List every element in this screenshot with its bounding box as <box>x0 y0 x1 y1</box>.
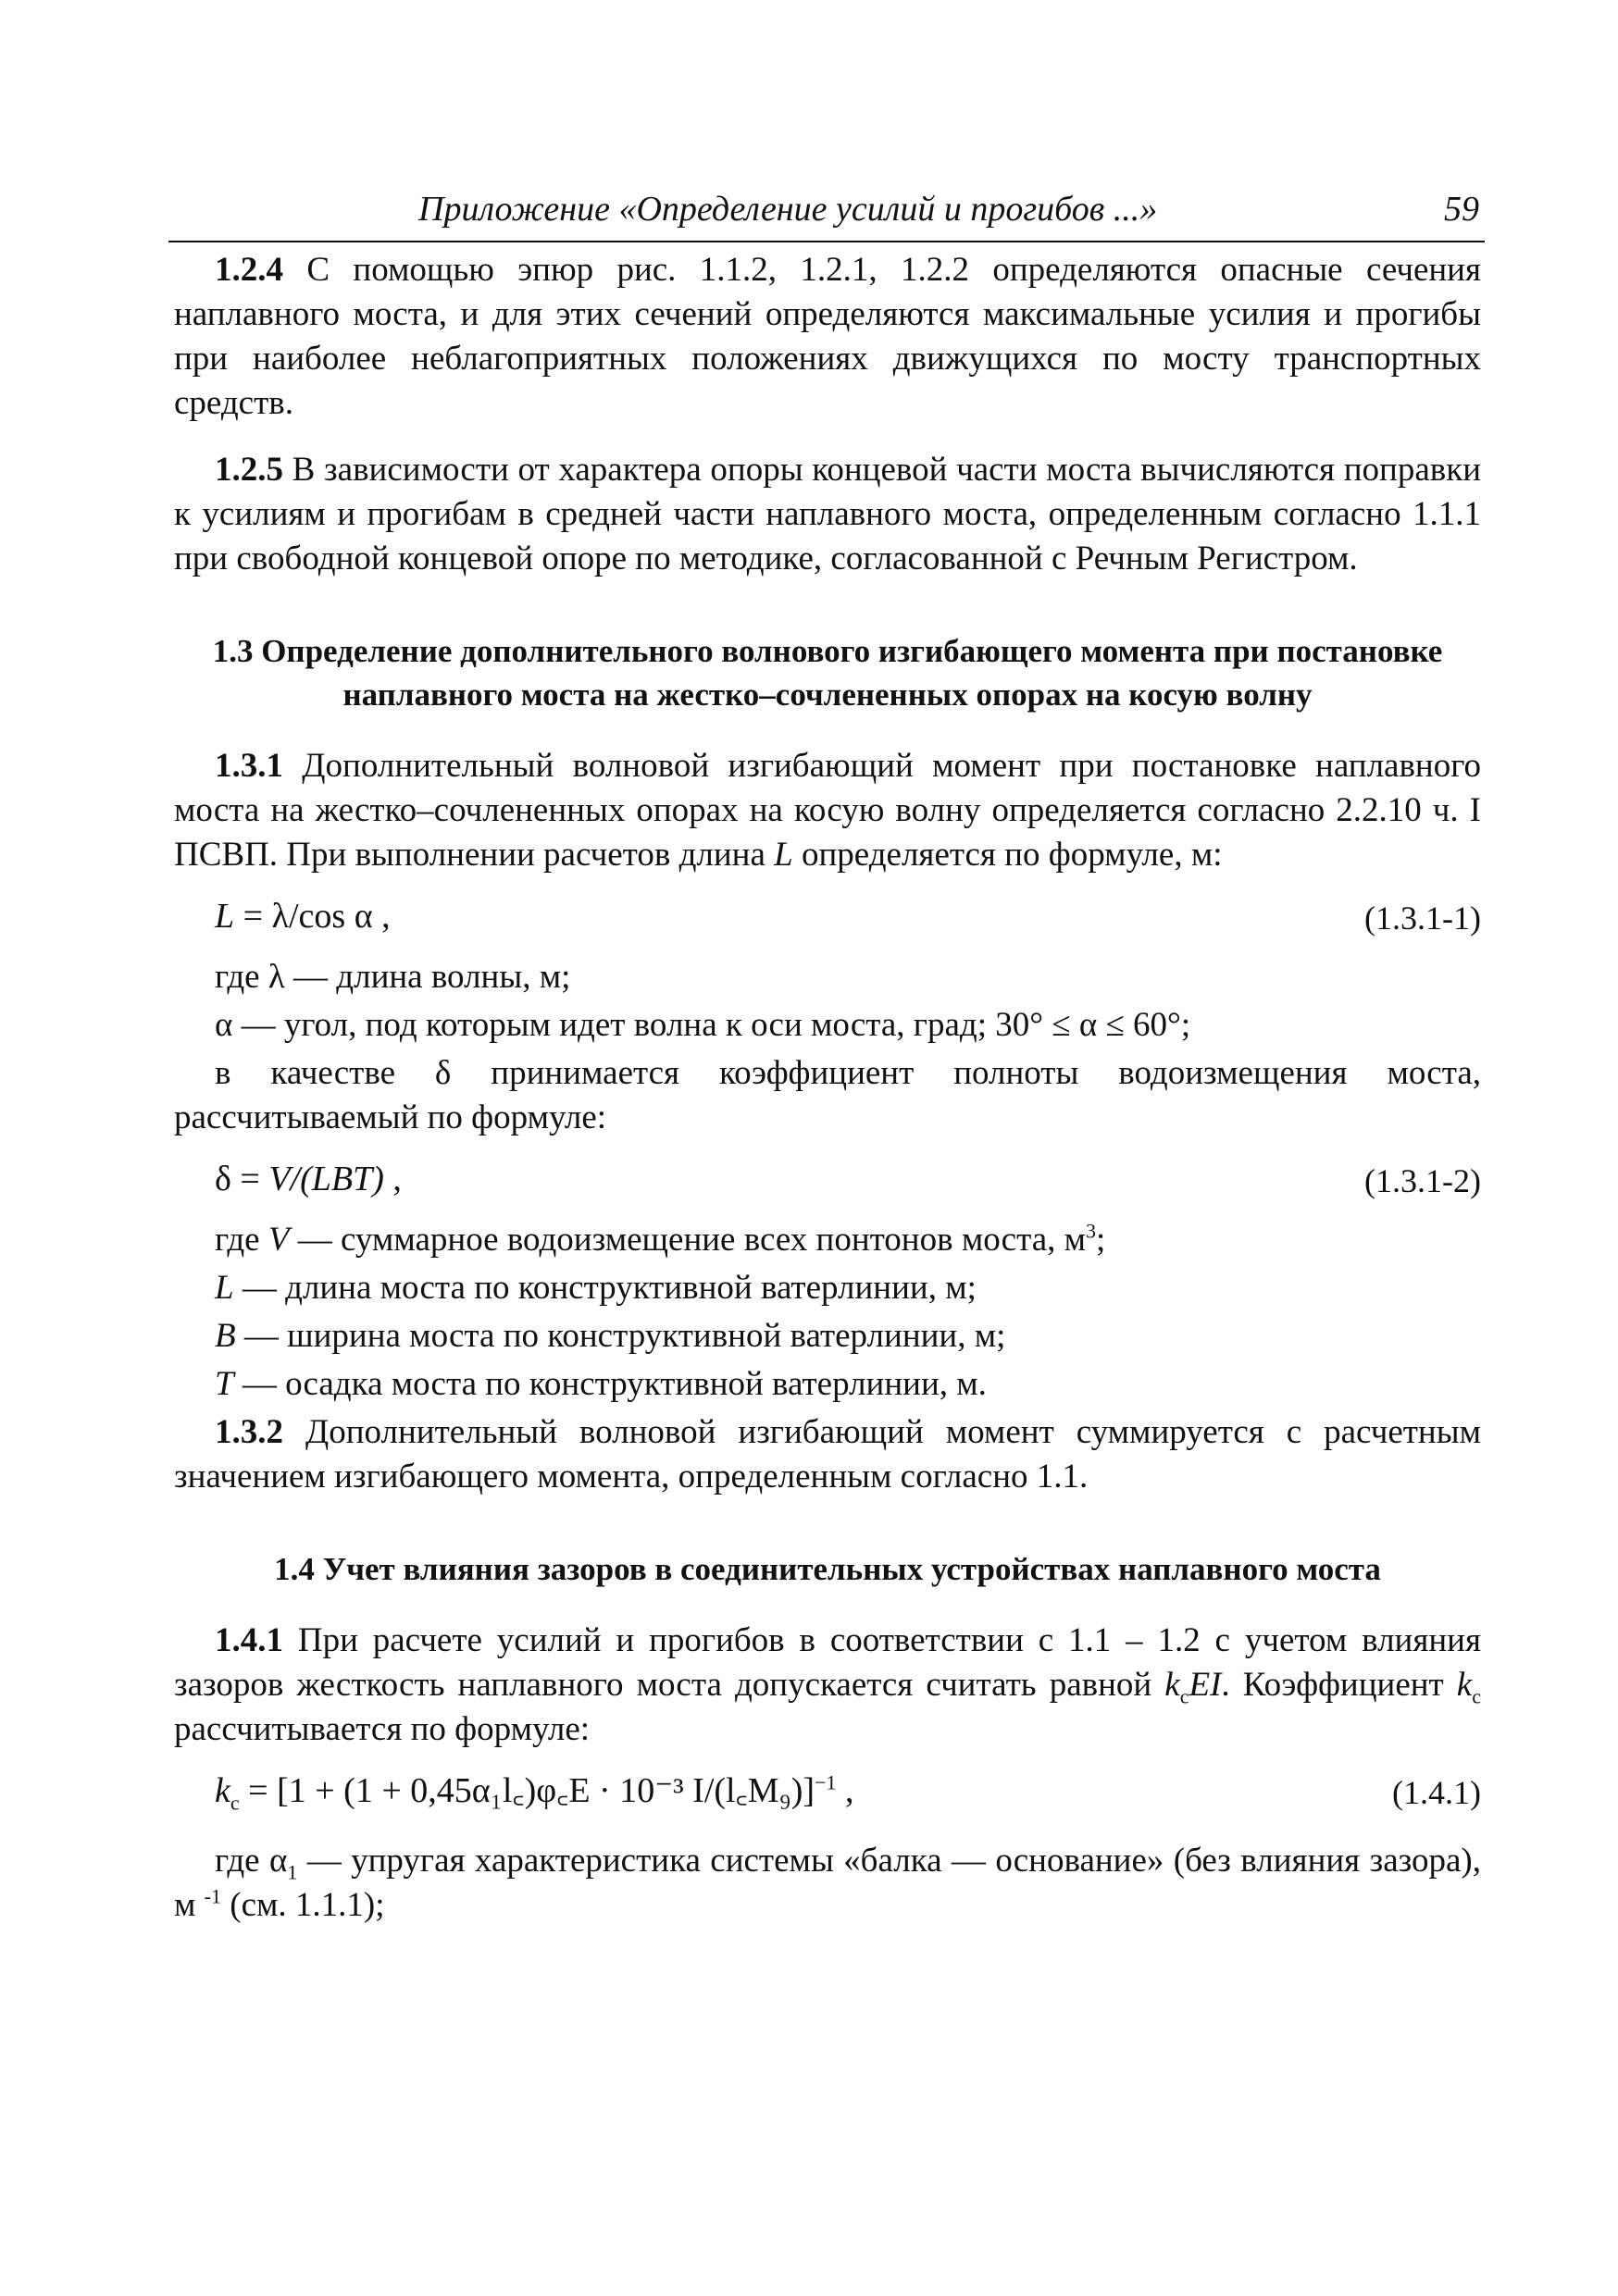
superscript: −1 <box>815 1770 837 1794</box>
section-number: 1.3.1 <box>215 747 283 785</box>
variable-V: V <box>268 1221 290 1259</box>
subscript: c <box>1179 1684 1189 1708</box>
where-V-end: ; <box>1096 1221 1106 1259</box>
delta-intro: в качестве δ принимается коэффициент полноты водоизмещения моста, рассчитываемый по формуле: <box>174 1054 1481 1136</box>
formula-1-3-1-2 <box>174 1153 1481 1209</box>
where-T <box>174 1362 1481 1407</box>
where-prefix: где <box>215 1221 268 1259</box>
section-number: 1.3.2 <box>215 1413 283 1451</box>
formula-eq: = <box>239 1771 278 1810</box>
paragraph-1-3-2 <box>174 1410 1481 1499</box>
paragraph-text: В зависимости от характера опоры концевой части моста вычисляются поправки к усилиям и прогибам в средней части наплавного моста, определенным согласно 1.1.1 при свободной концевой опоре по методике, согласованной с Речным Регистром. <box>174 451 1481 577</box>
where-B-text: — ширина моста по конструктивной ватерлинии, м; <box>235 1317 1006 1355</box>
paragraph-text-mid: . Коэффициент <box>1221 1666 1457 1704</box>
variable-k: k <box>1456 1666 1473 1704</box>
formula-tail: , <box>836 1771 854 1810</box>
where-alpha1-label: где α <box>215 1842 288 1880</box>
variable-T: T <box>215 1365 234 1403</box>
formula-lhs: δ = <box>215 1160 269 1198</box>
formula-expression <box>215 1769 854 1813</box>
paragraph-text: Дополнительный волновой изгибающий момент при постановке наплавного моста на жестко–сочлененных опорах на косую волну определяется согласно 2.2.10 ч. I ПСВП. При выполнении расчетов длина <box>174 747 1481 874</box>
formula-1-3-1-1 <box>174 890 1481 946</box>
section-number: 1.2.5 <box>215 451 283 489</box>
formula-body: [1 + (1 + 0,45α₁l꜀)φ꜀E · 10⁻³ I/(l꜀M₉)] <box>277 1771 815 1810</box>
where-B <box>174 1314 1481 1359</box>
formula-rhs: = λ/cos α , <box>234 897 391 936</box>
where-lambda <box>174 955 1481 999</box>
formula-rhs: V/(LBT) <box>268 1160 384 1198</box>
where-V <box>174 1218 1481 1262</box>
variable-L: L <box>215 1269 234 1307</box>
paragraph-text: При расчете усилий и прогибов в соответствии с 1.1 – 1.2 с учетом влияния зазоров жесткость наплавного моста допускается считать равной <box>174 1621 1481 1704</box>
equation-number: (1.3.1-1) <box>1364 900 1481 937</box>
variable-k: k <box>1164 1666 1180 1704</box>
section-number: 1.2.4 <box>215 251 283 289</box>
where-alpha1-end: (см. 1.1.1); <box>221 1886 385 1924</box>
paragraph-1-3-1 <box>174 744 1481 877</box>
variable-EI: EI <box>1189 1666 1222 1704</box>
equation-number: (1.4.1) <box>1392 1774 1481 1811</box>
formula-1-4-1 <box>174 1765 1481 1830</box>
equation-number: (1.3.1-2) <box>1364 1162 1481 1199</box>
paragraph-text-end: определяется по формуле, м: <box>792 836 1223 874</box>
formula-expression <box>215 894 391 938</box>
paragraph-text-end: рассчитывается по формуле: <box>174 1710 591 1748</box>
subscript: c <box>230 1791 240 1815</box>
formula-tail: , <box>383 1160 402 1198</box>
section-number: 1.4.1 <box>215 1621 283 1659</box>
paragraph-1-2-5 <box>174 448 1481 581</box>
page-number: 59 <box>1444 190 1479 229</box>
superscript: 3 <box>1086 1219 1097 1243</box>
page-header <box>168 185 1485 242</box>
variable-L: L <box>774 836 793 874</box>
paragraph-1-4-1 <box>174 1619 1481 1752</box>
paragraph-1-2-4 <box>174 248 1481 426</box>
formula-lhs: L <box>215 897 235 936</box>
where-L <box>174 1266 1481 1310</box>
where-alpha1 <box>174 1839 1481 1928</box>
where-V-text: — суммарное водоизмещение всех понтонов моста, м <box>289 1221 1087 1259</box>
superscript: -1 <box>204 1884 221 1908</box>
where-lambda-text: — длина волны, м; <box>284 958 571 996</box>
where-alpha: α — угол, под которым идет волна к оси моста, град; 30° ≤ α ≤ 60°; <box>215 1006 1191 1044</box>
running-title: Приложение «Определение усилий и прогибов ...» <box>418 190 1158 229</box>
where-alpha1-text: — упругая характеристика системы «балка — основание» (без влияния зазора), м <box>174 1842 1482 1924</box>
formula-expression <box>215 1157 402 1201</box>
subscript: 1 <box>287 1860 298 1884</box>
paragraph-text: С помощью эпюр рис. 1.1.2, 1.2.1, 1.2.2 определяются опасные сечения наплавного моста, и для этих сечений определяются максимальные усилия и прогибы при наиболее неблагоприятных положениях движущихся по мосту транспортных средств. <box>174 251 1481 422</box>
heading-1-4: 1.4 Учет влияния зазоров в соединительных устройствах наплавного моста <box>274 1551 1381 1587</box>
subscript: c <box>1472 1684 1481 1708</box>
where-L-text: — длина моста по конструктивной ватерлинии, м; <box>233 1269 977 1307</box>
heading-1-3: 1.3 Определение дополнительного волнового изгибающего момента при постановке наплавного моста на жестко–сочлененных опорах на косую волну <box>212 633 1443 713</box>
formula-lhs: k <box>215 1771 230 1810</box>
where-T-text: — осадка моста по конструктивной ватерлинии, м. <box>233 1365 987 1403</box>
paragraph-text: Дополнительный волновой изгибающий момент суммируется с расчетным значением изгибающего момента, определенным согласно 1.1. <box>174 1413 1481 1496</box>
where-lambda-label: где λ <box>215 958 285 996</box>
page-content <box>174 248 1481 1928</box>
variable-B: B <box>215 1317 236 1355</box>
